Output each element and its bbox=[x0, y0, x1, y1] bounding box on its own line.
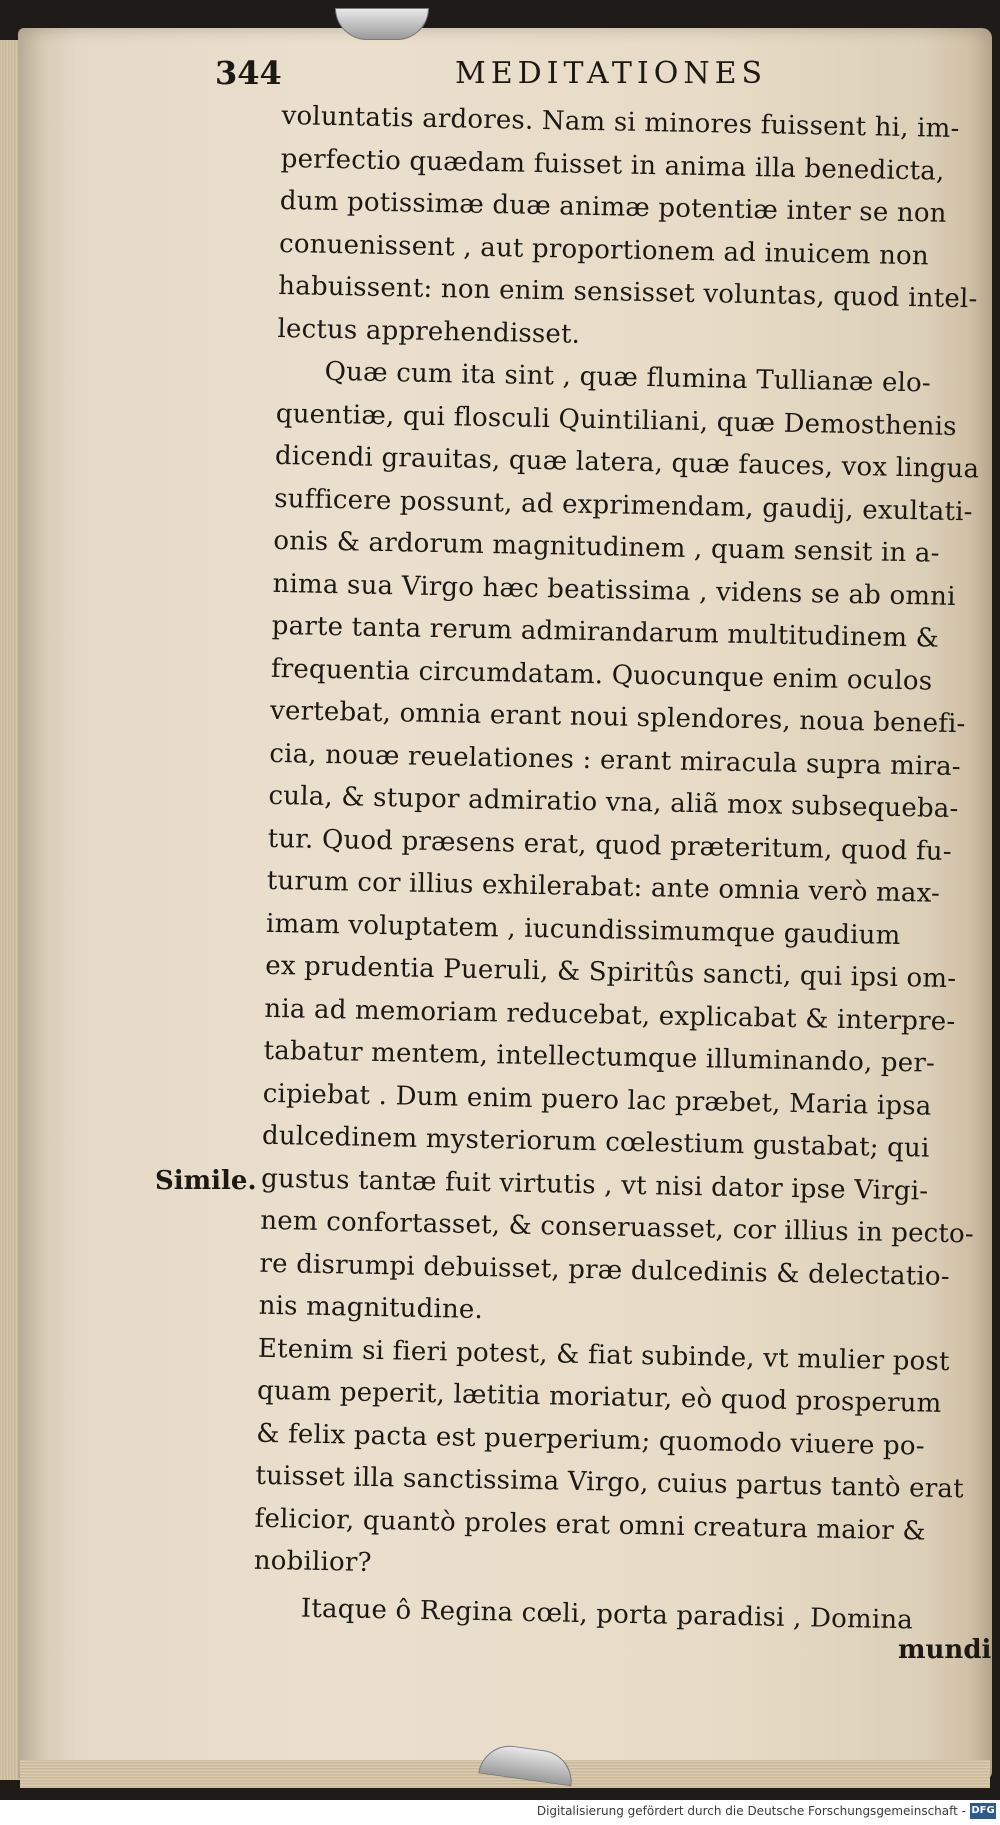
text-line: Itaque ô Regina cœli, porta paradisi , Domina bbox=[300, 1593, 914, 1635]
text-line: nem confortasset, & conseruasset, cor illius in pecto- bbox=[260, 1205, 975, 1250]
text-line: cula, & stupor admiratio vna, aliã mox subsequeba- bbox=[268, 780, 959, 825]
text-line: voluntatis ardores. Nam si minores fuissent hi, im- bbox=[281, 100, 960, 145]
text-line: re disrumpi debuisset, præ dulcedinis & delectatio- bbox=[259, 1248, 951, 1292]
text-line: gustus tantæ fuit virtutis , vt nisi dator ipse Virgi- bbox=[260, 1163, 929, 1207]
page-header bbox=[215, 50, 915, 94]
text-line: dulcedinem mysteriorum cœlestium gustabat; qui bbox=[261, 1120, 930, 1164]
text-line: vertebat, omnia erant noui splendores, noua benefi- bbox=[269, 695, 966, 740]
text-line: lectus apprehendisset. bbox=[277, 313, 581, 350]
text-line: imam voluptatem , iucundissimumque gaudium bbox=[265, 908, 901, 951]
text-line: felicior, quantò proles erat omni creatura maior & bbox=[254, 1503, 927, 1547]
digitization-footer bbox=[0, 1800, 1000, 1825]
text-line: onis & ardorum magnitudinem , quam sensit in a- bbox=[273, 525, 940, 569]
funding-credit: Digitalisierung gefördert durch die Deutsche Forschungsgemeinschaft - bbox=[536, 1804, 966, 1818]
text-line: nia ad memoriam reducebat, explicabat & interpre- bbox=[264, 993, 956, 1037]
text-line: tuisset illa sanctissima Virgo, cuius partus tantò erat bbox=[255, 1460, 965, 1505]
text-line: habuissent: non enim sensisset voluntas, quod intel- bbox=[278, 270, 978, 315]
text-line: sufficere possunt, ad exprimendam, gaudij, exultati- bbox=[273, 483, 973, 527]
text-line: tur. Quod præsens erat, quod præteritum, quod fu- bbox=[267, 823, 953, 867]
body-text bbox=[253, 95, 980, 1642]
running-head: MEDITATIONES bbox=[455, 56, 768, 91]
text-line: perfectio quædam fuisset in anima illa benedicta, bbox=[280, 143, 945, 187]
text-line: Etenim si fieri potest, & fiat subinde, vt mulier post bbox=[257, 1333, 950, 1377]
dfg-logo: DFG bbox=[970, 1803, 996, 1819]
text-line: tabatur mentem, intellectumque illuminando, per- bbox=[263, 1035, 936, 1079]
text-line: quentiæ, qui flosculi Quintiliani, quæ Demosthenis bbox=[275, 398, 957, 442]
text-line: quam peperit, lætitia moriatur, eò quod prosperum bbox=[256, 1375, 942, 1419]
text-line: dicendi grauitas, quæ latera, quæ fauces, vox lingua bbox=[274, 440, 980, 485]
text-line: nis magnitudine. bbox=[258, 1290, 484, 1326]
text-line: frequentia circumdatam. Quocunque enim oculos bbox=[270, 653, 933, 697]
margin-note: Simile. bbox=[155, 1166, 257, 1196]
text-line: parte tanta rerum admirandarum multitudinem & bbox=[271, 610, 940, 654]
text-line: nima sua Virgo hæc beatissima , videns se ab omni bbox=[272, 568, 956, 612]
text-line: cia, nouæ reuelationes : erant miracula supra mira- bbox=[269, 738, 962, 782]
text-line: cipiebat . Dum enim puero lac præbet, Maria ipsa bbox=[262, 1078, 932, 1122]
catchword: mundi bbox=[898, 1635, 992, 1665]
text-line: Quæ cum ita sint , quæ flumina Tullianæ elo- bbox=[324, 356, 932, 399]
text-line: dum potissimæ duæ animæ potentiæ inter se non bbox=[279, 185, 947, 229]
page-number: 344 bbox=[215, 54, 282, 92]
text-line: nobilior? bbox=[253, 1545, 372, 1578]
text-line: turum cor illius exhilerabat: ante omnia verò max- bbox=[266, 865, 941, 909]
text-line: conuenissent , aut proportionem ad inuicem non bbox=[278, 228, 930, 271]
text-line: & felix pacta est puerperium; quomodo viuere po- bbox=[256, 1418, 926, 1462]
text-line: ex prudentia Pueruli, & Spiritûs sancti, qui ipsi om- bbox=[264, 950, 957, 995]
